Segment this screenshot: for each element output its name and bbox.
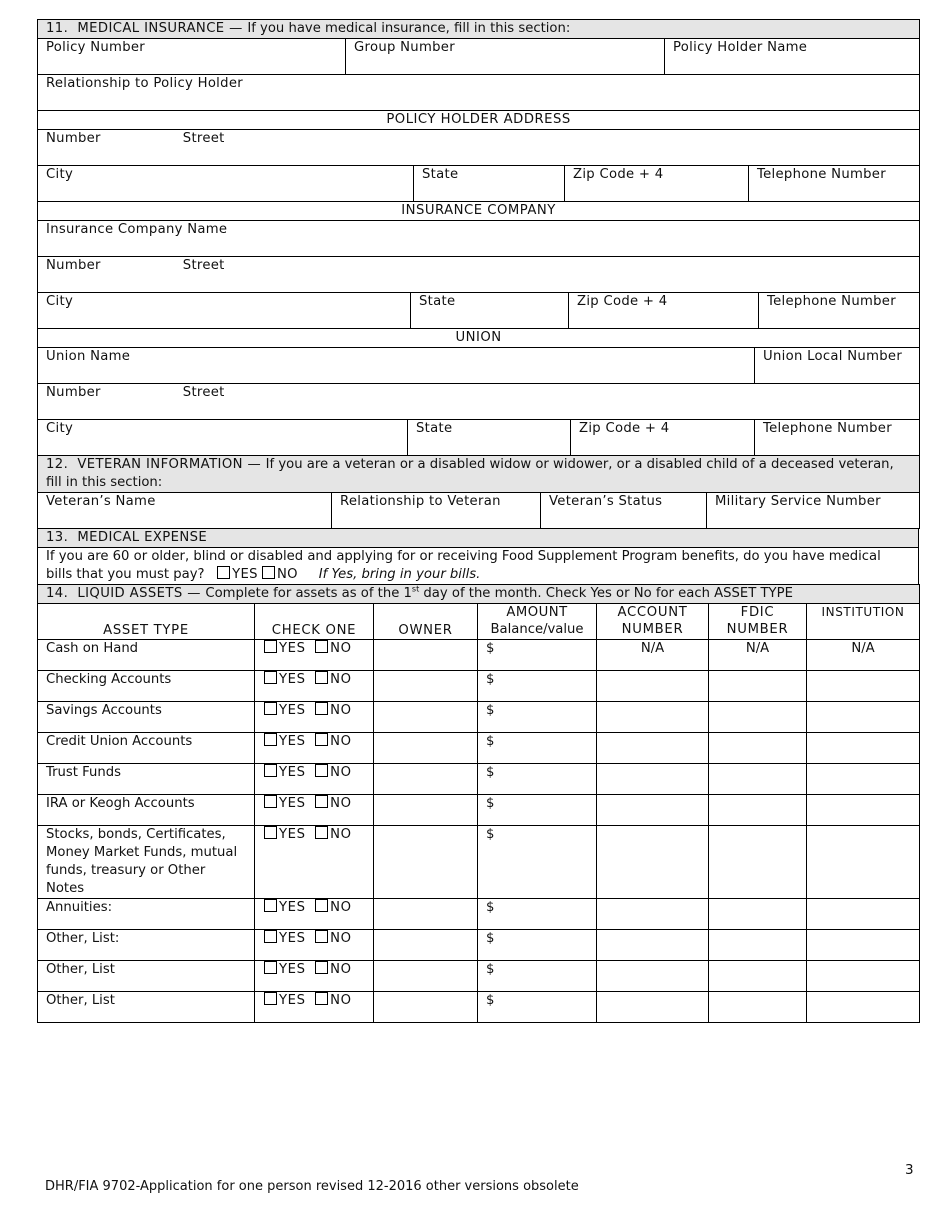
asset-yes-checkbox[interactable] xyxy=(264,640,277,653)
asset-no-checkbox[interactable] xyxy=(315,671,328,684)
asset-type-cell: Annuities: xyxy=(38,899,255,930)
insurance-company-zip-field[interactable]: Zip Code + 4 xyxy=(569,293,759,329)
asset-no-checkbox[interactable] xyxy=(315,733,328,746)
asset-yes-checkbox[interactable] xyxy=(264,764,277,777)
account-number-cell[interactable] xyxy=(597,961,709,992)
asset-row xyxy=(38,702,920,733)
union-table xyxy=(37,328,920,456)
owner-cell[interactable] xyxy=(374,992,478,1023)
check-one-cell: YES NO xyxy=(255,795,374,826)
account-number-cell[interactable] xyxy=(597,764,709,795)
asset-no-checkbox[interactable] xyxy=(315,702,328,715)
amount-cell[interactable]: $ xyxy=(478,764,597,795)
account-number-header: ACCOUNT NUMBER xyxy=(597,604,709,640)
fdic-number-cell[interactable] xyxy=(709,961,807,992)
check-one-header: CHECK ONE xyxy=(255,604,374,640)
veteran-information-table xyxy=(37,455,920,529)
policy-holder-state-field[interactable]: State xyxy=(414,166,565,202)
insurance-company-name-field[interactable]: Insurance Company Name xyxy=(38,221,920,257)
account-number-cell[interactable] xyxy=(597,671,709,702)
owner-cell[interactable] xyxy=(374,899,478,930)
asset-no-checkbox[interactable] xyxy=(315,826,328,839)
asset-yes-checkbox[interactable] xyxy=(264,795,277,808)
section-12-header: 12. VETERAN INFORMATION — If you are a veteran or a disabled widow or widower, or a disabled child of a deceased veteran, fill in this section: xyxy=(38,456,920,493)
union-zip-field[interactable]: Zip Code + 4 xyxy=(571,420,755,456)
asset-yes-checkbox[interactable] xyxy=(264,992,277,1005)
institution-cell[interactable] xyxy=(807,671,920,702)
asset-yes-checkbox[interactable] xyxy=(264,702,277,715)
check-one-cell: YES NO xyxy=(255,702,374,733)
owner-cell[interactable] xyxy=(374,764,478,795)
asset-no-checkbox[interactable] xyxy=(315,930,328,943)
insurance-company-state-field[interactable]: State xyxy=(411,293,569,329)
asset-type-header: ASSET TYPE xyxy=(38,604,255,640)
union-local-number-field[interactable]: Union Local Number xyxy=(755,348,920,384)
section-14-header: 14. LIQUID ASSETS — Complete for assets as of the 1st day of the month. Check Yes or No for each ASSET TYPE xyxy=(38,585,920,604)
amount-cell[interactable]: $ xyxy=(478,702,597,733)
amount-cell[interactable]: $ xyxy=(478,795,597,826)
account-number-cell[interactable] xyxy=(597,795,709,826)
insurance-company-telephone-field[interactable]: Telephone Number xyxy=(759,293,920,329)
group-number-field[interactable]: Group Number xyxy=(346,39,665,75)
fdic-number-cell[interactable] xyxy=(709,899,807,930)
asset-type-cell: Other, List xyxy=(38,992,255,1023)
asset-row xyxy=(38,671,920,702)
asset-type-cell: Savings Accounts xyxy=(38,702,255,733)
fdic-number-cell[interactable] xyxy=(709,764,807,795)
union-street-field[interactable]: Number Street xyxy=(38,384,920,420)
asset-type-cell: Credit Union Accounts xyxy=(38,733,255,764)
amount-cell[interactable]: $ xyxy=(478,640,597,671)
policy-holder-city-field[interactable]: City xyxy=(38,166,414,202)
asset-yes-checkbox[interactable] xyxy=(264,671,277,684)
section-11-header: 11. MEDICAL INSURANCE — If you have medical insurance, fill in this section: xyxy=(38,20,920,39)
policy-holder-telephone-field[interactable]: Telephone Number xyxy=(749,166,920,202)
amount-cell[interactable]: $ xyxy=(478,826,597,899)
account-number-cell[interactable] xyxy=(597,826,709,899)
asset-row xyxy=(38,733,920,764)
owner-cell[interactable] xyxy=(374,702,478,733)
fdic-number-cell[interactable] xyxy=(709,930,807,961)
institution-cell[interactable] xyxy=(807,795,920,826)
asset-type-cell: IRA or Keogh Accounts xyxy=(38,795,255,826)
asset-row xyxy=(38,992,920,1023)
owner-cell[interactable] xyxy=(374,961,478,992)
policy-holder-name-field[interactable]: Policy Holder Name xyxy=(665,39,920,75)
check-one-cell: YES NO xyxy=(255,640,374,671)
amount-cell[interactable]: $ xyxy=(478,733,597,764)
owner-cell[interactable] xyxy=(374,733,478,764)
owner-cell[interactable] xyxy=(374,671,478,702)
institution-header: INSTITUTION xyxy=(807,604,920,640)
page-number: 3 xyxy=(905,1162,914,1178)
insurance-company-street-field[interactable]: Number Street xyxy=(38,257,920,293)
check-one-cell: YES NO xyxy=(255,733,374,764)
medical-bills-no-checkbox[interactable] xyxy=(262,566,275,579)
union-city-field[interactable]: City xyxy=(38,420,408,456)
check-one-cell: YES NO xyxy=(255,826,374,899)
asset-no-checkbox[interactable] xyxy=(315,764,328,777)
insurance-company-table xyxy=(37,201,920,329)
asset-yes-checkbox[interactable] xyxy=(264,733,277,746)
policy-holder-street-field[interactable]: Number Street xyxy=(38,130,920,166)
owner-header: OWNER xyxy=(374,604,478,640)
asset-row xyxy=(38,826,920,899)
institution-cell[interactable] xyxy=(807,930,920,961)
insurance-company-heading: INSURANCE COMPANY xyxy=(38,202,920,221)
asset-yes-checkbox[interactable] xyxy=(264,961,277,974)
union-state-field[interactable]: State xyxy=(408,420,571,456)
asset-type-cell: Trust Funds xyxy=(38,764,255,795)
check-one-cell: YES NO xyxy=(255,992,374,1023)
asset-yes-checkbox[interactable] xyxy=(264,930,277,943)
fdic-number-cell[interactable] xyxy=(709,795,807,826)
institution-cell[interactable] xyxy=(807,961,920,992)
amount-cell[interactable]: $ xyxy=(478,992,597,1023)
asset-type-cell: Cash on Hand xyxy=(38,640,255,671)
institution-cell[interactable] xyxy=(807,826,920,899)
asset-row xyxy=(38,764,920,795)
owner-cell[interactable] xyxy=(374,795,478,826)
relationship-to-veteran-field[interactable]: Relationship to Veteran xyxy=(332,493,541,529)
policy-holder-address-heading: POLICY HOLDER ADDRESS xyxy=(38,111,920,130)
section-13-header: 13. MEDICAL EXPENSE xyxy=(38,529,919,548)
asset-type-cell: Other, List: xyxy=(38,930,255,961)
fdic-number-cell[interactable] xyxy=(709,826,807,899)
bring-bills-note: If Yes, bring in your bills. xyxy=(318,567,481,582)
owner-cell[interactable] xyxy=(374,930,478,961)
account-number-cell[interactable] xyxy=(597,899,709,930)
asset-row xyxy=(38,930,920,961)
footer-text: DHR/FIA 9702-Application for one person revised 12-2016 other versions obsolete xyxy=(45,1179,579,1194)
asset-type-cell: Other, List xyxy=(38,961,255,992)
fdic-number-cell[interactable] xyxy=(709,992,807,1023)
owner-cell[interactable] xyxy=(374,826,478,899)
account-number-cell[interactable] xyxy=(597,930,709,961)
asset-yes-checkbox[interactable] xyxy=(264,826,277,839)
institution-cell[interactable] xyxy=(807,702,920,733)
policy-holder-zip-field[interactable]: Zip Code + 4 xyxy=(565,166,749,202)
insurance-company-city-field[interactable]: City xyxy=(38,293,411,329)
veterans-status-field[interactable]: Veteran’s Status xyxy=(541,493,707,529)
fdic-number-cell[interactable] xyxy=(709,733,807,764)
asset-no-checkbox[interactable] xyxy=(315,899,328,912)
union-heading: UNION xyxy=(38,329,920,348)
account-number-cell[interactable] xyxy=(597,992,709,1023)
policy-number-field[interactable]: Policy Number xyxy=(38,39,346,75)
asset-type-cell: Checking Accounts xyxy=(38,671,255,702)
amount-cell[interactable]: $ xyxy=(478,671,597,702)
application-form xyxy=(37,19,919,1023)
medical-insurance-table xyxy=(37,19,920,202)
check-one-cell: YES NO xyxy=(255,899,374,930)
fdic-number-cell[interactable]: N/A xyxy=(709,640,807,671)
asset-no-checkbox[interactable] xyxy=(315,795,328,808)
check-one-cell: YES NO xyxy=(255,930,374,961)
relationship-to-policy-holder-field[interactable]: Relationship to Policy Holder xyxy=(38,75,920,111)
asset-rows xyxy=(38,640,920,1023)
institution-cell[interactable] xyxy=(807,733,920,764)
fdic-number-cell[interactable] xyxy=(709,671,807,702)
asset-no-checkbox[interactable] xyxy=(315,640,328,653)
institution-cell[interactable] xyxy=(807,992,920,1023)
account-number-cell[interactable]: N/A xyxy=(597,640,709,671)
liquid-assets-table xyxy=(37,584,920,1023)
medical-bills-yes-checkbox[interactable] xyxy=(217,566,230,579)
asset-row xyxy=(38,961,920,992)
asset-row xyxy=(38,899,920,930)
amount-cell[interactable]: $ xyxy=(478,930,597,961)
check-one-cell: YES NO xyxy=(255,961,374,992)
union-name-field[interactable]: Union Name xyxy=(38,348,755,384)
check-one-cell: YES NO xyxy=(255,764,374,795)
owner-cell[interactable] xyxy=(374,640,478,671)
asset-no-checkbox[interactable] xyxy=(315,961,328,974)
medical-expense-table xyxy=(37,528,919,585)
account-number-cell[interactable] xyxy=(597,702,709,733)
check-one-cell: YES NO xyxy=(255,671,374,702)
institution-cell[interactable] xyxy=(807,899,920,930)
account-number-cell[interactable] xyxy=(597,733,709,764)
asset-row xyxy=(38,640,920,671)
asset-yes-checkbox[interactable] xyxy=(264,899,277,912)
asset-no-checkbox[interactable] xyxy=(315,992,328,1005)
amount-cell[interactable]: $ xyxy=(478,961,597,992)
union-telephone-field[interactable]: Telephone Number xyxy=(755,420,920,456)
institution-cell[interactable]: N/A xyxy=(807,640,920,671)
institution-cell[interactable] xyxy=(807,764,920,795)
veterans-name-field[interactable]: Veteran’s Name xyxy=(38,493,332,529)
asset-type-cell: Stocks, bonds, Certificates, Money Market Funds, mutual funds, treasury or Other Notes xyxy=(38,826,255,899)
medical-expense-question: If you are 60 or older, blind or disabled and applying for or receiving Food Supplement Program benefits, do you have medical bills that you must pay? YES NO If Yes, bring in your bills. xyxy=(38,548,919,585)
asset-row xyxy=(38,795,920,826)
amount-cell[interactable]: $ xyxy=(478,899,597,930)
amount-header: AMOUNT Balance/value xyxy=(478,604,597,640)
fdic-number-header: FDIC NUMBER xyxy=(709,604,807,640)
fdic-number-cell[interactable] xyxy=(709,702,807,733)
military-service-number-field[interactable]: Military Service Number xyxy=(707,493,920,529)
